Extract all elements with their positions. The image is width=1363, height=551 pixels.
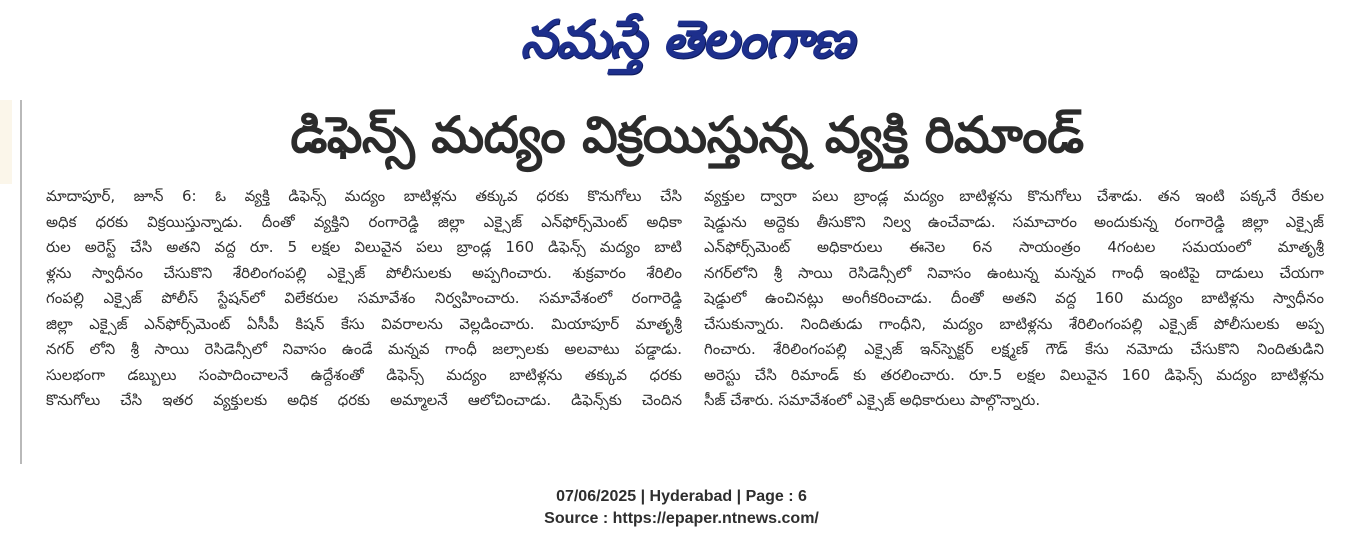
column-line: గంపల్లి ఎక్సైజ్ పోలీస్ స్టేషన్‌లో విలేకరుల సమావేశం నిర్వహించారు. సమావేశంలో రంగారెడ్డి <box>46 289 682 307</box>
column-line: కొనుగోలు చేసి ఇతర వ్యక్తులకు అధిక ధరకు అమ్మాలనే ఆలోచించాడు. డిఫెన్స్‌కు చెందిన <box>46 391 682 409</box>
newspaper-logo: నమస్తే తెలంగాణ <box>520 9 853 70</box>
article-headline: డిఫెన్స్ మద్యం విక్రయిస్తున్న వ్యక్తి రిమాండ్ <box>290 106 1084 164</box>
column-line: జిల్లా ఎక్సైజ్ ఎన్‌ఫోర్స్‌మెంట్ ఏసీపీ కిషన్ కేసు వివరాలను వెల్లడించారు. మియాపూర్ మాతృశ్రీ <box>46 314 682 333</box>
column-line: నగర్‌లోని శ్రీ సాయి రెసిడెన్సీలో నివాసం ఉంటున్న మన్నవ గాంధీ ఇంటిపై దాడులు చేయగా <box>704 263 1324 282</box>
clipping-edge <box>0 100 22 464</box>
column-line: రుల అరెస్ట్ చేసి అతని వద్ద రూ. 5 లక్షల విలువైన పలు బ్రాండ్ల 160 డిఫెన్స్ మద్యం బాటి <box>46 238 682 256</box>
column-line: మాదాపూర్, జూన్ 6: ఓ వ్యక్తి డిఫెన్స్ మద్యం బాటిళ్లను తక్కువ ధరకు కొనుగోలు చేసి <box>46 187 682 205</box>
column-line: షెడ్డులో ఉంచినట్లు అంగీకరించాడు. దీంతో అతని వద్ద 160 మద్యం బాటిళ్లను స్వాధీనం <box>704 289 1324 307</box>
column-line: వ్యక్తుల ద్వారా పలు బ్రాండ్ల మద్యం బాటిళ్లను కొనుగోలు చేశాడు. తన ఇంటి పక్కనే రేకుల <box>704 187 1324 205</box>
article-column-left <box>46 184 682 414</box>
article-column-right <box>704 184 1324 414</box>
source-credit: Source : https://epaper.ntnews.com/ <box>544 510 819 527</box>
column-line: అధిక ధరకు విక్రయిస్తున్నాడు. దీంతో వ్యక్తిని రంగారెడ్డి జిల్లా ఎక్సైజ్ ఎన్‌ఫోర్స్‌మెంట్ అధికా <box>46 212 682 231</box>
masthead <box>0 2 1363 78</box>
column-line: చేసుకున్నారు. నిందితుడు గాంధీని, మద్యం బాటిళ్లను శేరిలింగంపల్లి ఎక్సైజ్ పోలీసులకు అప్ప <box>704 314 1324 333</box>
column-line: అరెస్టు చేసి రిమాండ్ కు తరలించారు. రూ.5 లక్షల విలువైన 160 డిఫెన్స్ మద్యం బాటిళ్లను <box>704 365 1324 384</box>
paper-fold-shade <box>0 100 12 184</box>
column-line: నగర్ లోని శ్రీ సాయి రెసిడెన్సీలో నివాసం ఉండే మన్నవ గాంధీ జల్సాలకు అలవాటు పడ్డాడు. <box>46 340 682 358</box>
column-line: సీజ్ చేశారు. సమావేశంలో ఎక్సైజ్ అధికారులు పాల్గొన్నారు. <box>704 391 1041 409</box>
column-line: ఎన్‌ఫోర్స్‌మెంట్ అధికారులు ఈనెల 6న సాయంత్రం 4గంటల సమయంలో మాతృశ్రీ <box>704 238 1324 256</box>
column-line: ళ్లను స్వాధీనం చేసుకొని శేరిలింగంపల్లి ఎక్సైజ్ పోలీసులకు అప్పగించారు. శుక్రవారం శేరిలిం <box>46 263 682 282</box>
column-line: గించారు. శేరిలింగంపల్లి ఎక్సైజ్ ఇన్‌స్పెక్టర్ లక్ష్మణ్ గౌడ్ కేసు నమోదు చేసుకొని నిందితుడిని <box>704 340 1324 358</box>
dateline: 07/06/2025 | Hyderabad | Page : 6 <box>556 488 807 505</box>
page-footer <box>0 486 1363 530</box>
column-line: సులభంగా డబ్బులు సంపాదించాలనే ఉద్దేశంతో డిఫెన్స్ మద్యం బాటిళ్లను తక్కువ ధరకు <box>46 365 682 384</box>
column-line: షెడ్డును అద్దెకు తీసుకొని నిల్వ ఉంచేవాడు. సమాచారం అందుకున్న రంగారెడ్డి జిల్లా ఎక్సైజ్ <box>704 212 1324 231</box>
